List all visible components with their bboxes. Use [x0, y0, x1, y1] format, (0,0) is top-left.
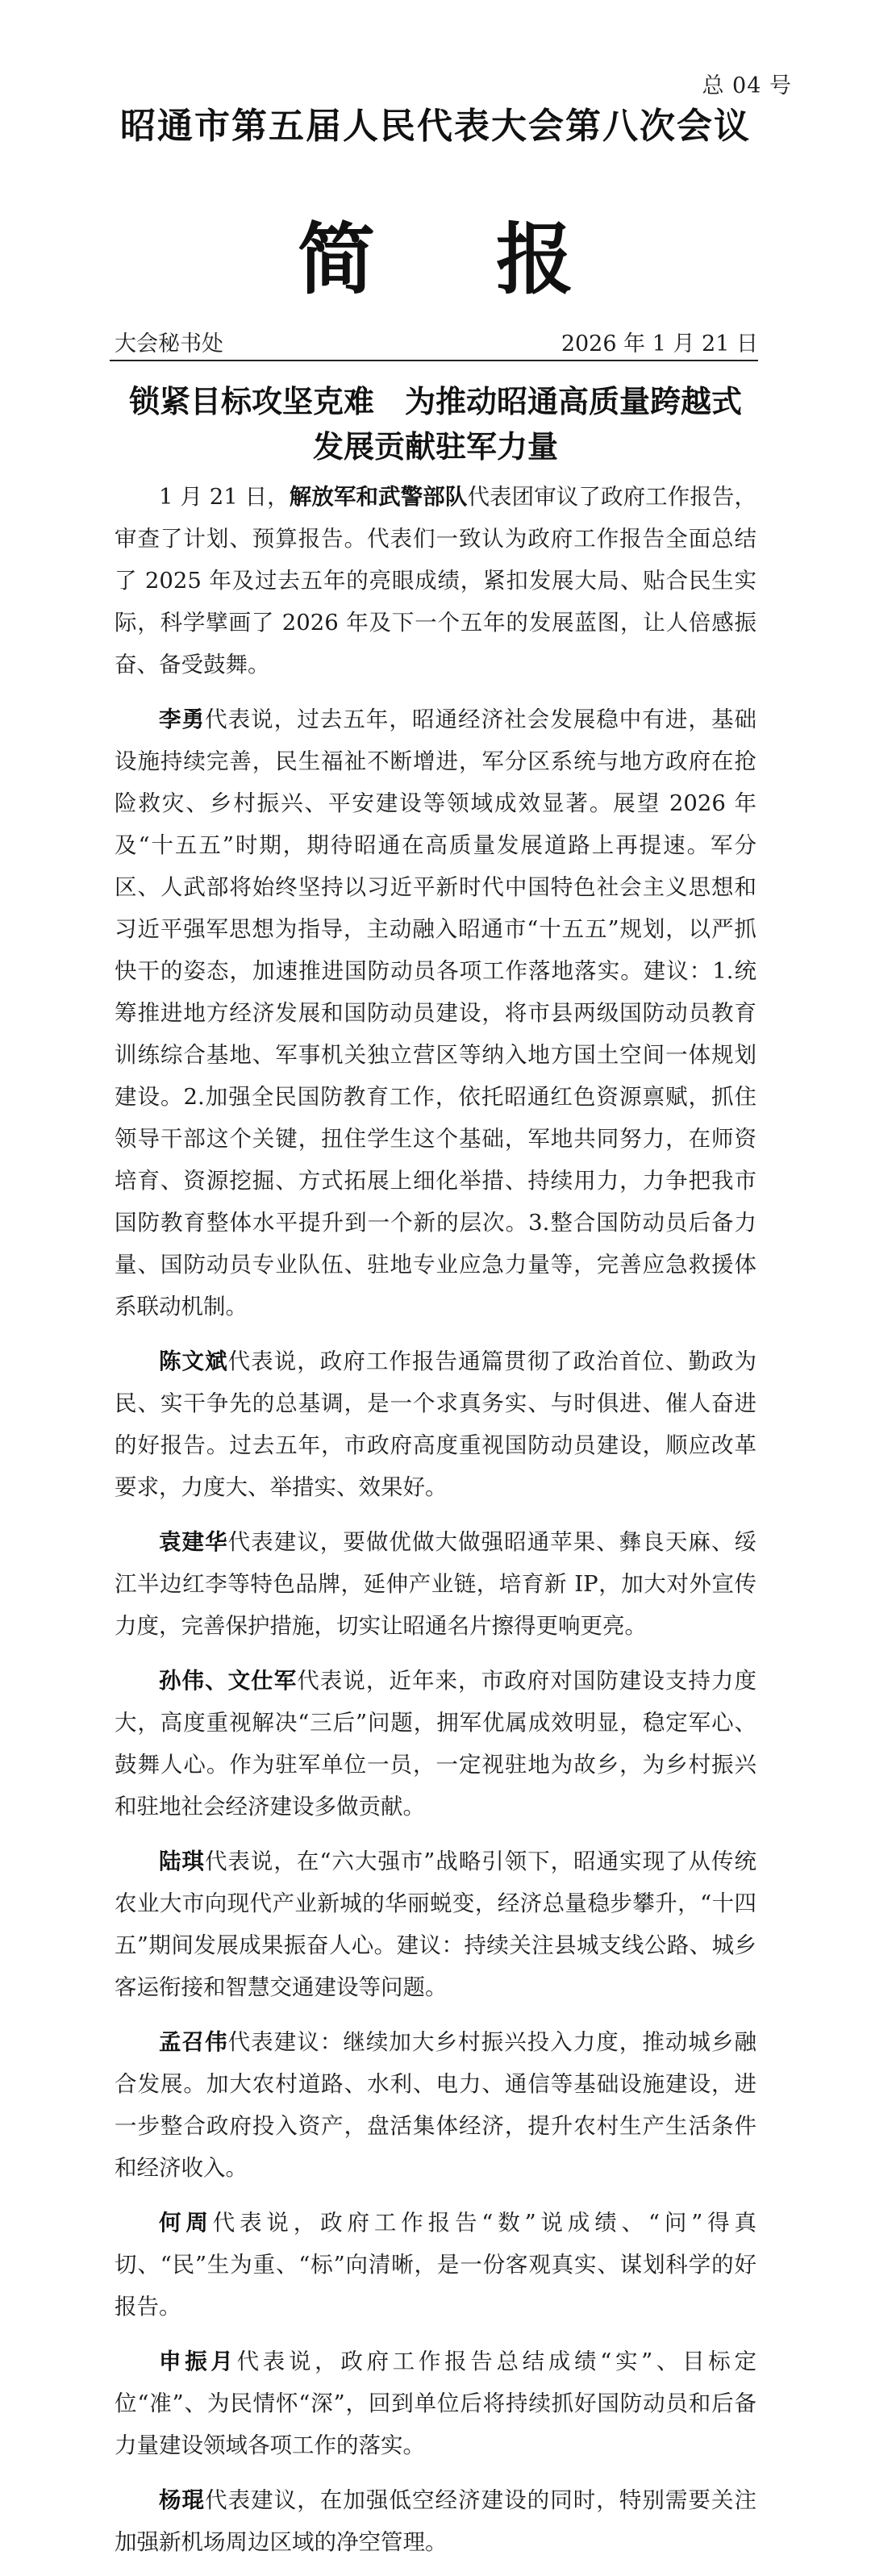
delegate-name: 何周: [159, 2210, 213, 2236]
delegate-name: 孙伟、文仕军: [159, 1668, 298, 1694]
paragraph-text: 代表建议：继续加大乡村振兴投入力度，推动城乡融合发展。加大农村道路、水利、电力、通信等基础设施建设，进一步整合政府投入资产，盘活集体经济，提升农村生产生活条件和经济收入。: [115, 2029, 757, 2181]
paragraph: [115, 1840, 756, 2008]
paragraph: [115, 476, 756, 686]
issue-date: 2026 年 1 月 21 日: [561, 331, 758, 356]
paragraph: [115, 1660, 756, 1828]
delegate-name: 李勇: [159, 707, 206, 732]
bulletin-title: 简报: [298, 214, 694, 305]
paragraph-text: 代表说，政府工作报告“数”说成绩、“问”得真切、“民”生为重、“标”向清晰，是一份客观真实、谋划科学的好报告。: [115, 2210, 756, 2320]
paragraph-text: 代表说，近年来，市政府对国防建设支持力度大，高度重视解决“三后”问题，拥军优属成效明显，稳定军心、鼓舞人心。作为驻军单位一员，一定视驻地为故乡，为乡村振兴和驻地社会经济建设多做贡献。: [115, 1668, 757, 1819]
paragraph-lead: 1 月 21 日，: [159, 484, 290, 510]
paragraph: [115, 2202, 756, 2328]
delegate-name: 杨琨: [159, 2487, 206, 2513]
paragraph-text: 代表说，政府工作报告通篇贯彻了政治首位、勤政为民、实干争先的总基调，是一个求真务实、与时俱进、催人奋进的好报告。过去五年，市政府高度重视国防动员建设，顺应改革要求，力度大、举措实、效果好。: [115, 1348, 757, 1500]
paragraph: [115, 1340, 756, 1508]
delegate-name: 解放军和武警部队: [289, 484, 468, 510]
paragraph-text: 代表说，过去五年，昭通经济社会发展稳中有进，基础设施持续完善，民生福祉不断增进，军分区系统与地方政府在抢险救灾、乡村振兴、平安建设等领域成效显著。展望 2026 年及“十五五”时期，期待昭通在高质量发展道路上再提速。军分区、人武部将始终坚持以习近平新时代中国特色社会主义思想和习近平强军思想为指导，主动融入昭通市“十五五”规划，以严抓快干的姿态，加速推进国防动员各项工作落地落实。建议：1.统筹推进地方经济发展和国防动员建设，将市县两级国防动员教育训练综合基地、军事机关独立营区等纳入地方国土空间一体规划建设。2.加强全民国防教育工作，依托昭通红色资源禀赋，抓住领导干部这个关键，扭住学生这个基础，军地共同努力，在师资培育、资源挖掘、方式拓展上细化举措、持续用力，力争把我市国防教育整体水平提升到一个新的层次。3.整合国防动员后备力量、国防动员专业队伍、驻地专业应急力量等，完善应急救援体系联动机制。: [115, 707, 757, 1319]
paragraph-text: 代表建议，要做优做大做强昭通苹果、彝良天麻、绥江半边红李等特色品牌，延伸产业链，培育新 IP，加大对外宣传力度，完善保护措施，切实让昭通名片擦得更响更亮。: [115, 1529, 757, 1639]
paragraph: [115, 2479, 756, 2563]
delegate-name: 申振月: [159, 2349, 237, 2374]
paragraph-text: 代表说，政府工作报告总结成绩“实”、目标定位“准”、为民情怀“深”，回到单位后将持续抓好国防动员和后备力量建设领域各项工作的落实。: [115, 2349, 756, 2458]
headline-line-1: 锁紧目标攻坚克难 为推动昭通高质量跨越式: [128, 383, 742, 419]
issue-number: 总 04 号: [702, 73, 792, 98]
headline-line-2: 发展贡献驻军力量: [312, 428, 558, 465]
article-headline: [97, 379, 774, 469]
delegate-name: 陆琪: [159, 1849, 205, 1874]
meeting-title: 昭通市第五届人民代表大会第八次会议: [120, 106, 751, 147]
delegate-name: 袁建华: [159, 1529, 228, 1555]
article-body: [115, 476, 756, 2576]
paragraph: [115, 2021, 756, 2189]
paragraph: [115, 1521, 756, 1647]
delegate-name: 孟召伟: [159, 2029, 228, 2055]
delegate-name: 陈文斌: [159, 1348, 228, 1374]
issuer: 大会秘书处: [115, 331, 223, 356]
paragraph-text: 代表团审议了政府工作报告，审查了计划、预算报告。代表们一致认为政府工作报告全面总结了 2025 年及过去五年的亮眼成绩，紧扣发展大局、贴合民生实际，科学擘画了 2026 年及下一个五年的发展蓝图，让人倍感振奋、备受鼓舞。: [115, 484, 757, 677]
header-divider: [110, 360, 758, 361]
paragraph-text: 代表说，在“六大强市”战略引领下，昭通实现了从传统农业大市向现代产业新城的华丽蜕变，经济总量稳步攀升，“十四五”期间发展成果振奋人心。建议：持续关注县城支线公路、城乡客运衔接和智慧交通建设等问题。: [115, 1849, 756, 2000]
paragraph: [115, 2340, 756, 2466]
paragraph: [115, 698, 756, 1328]
paragraph-text: 代表建议，在加强低空经济建设的同时，特别需要关注加强新机场周边区域的净空管理。: [115, 2487, 757, 2555]
